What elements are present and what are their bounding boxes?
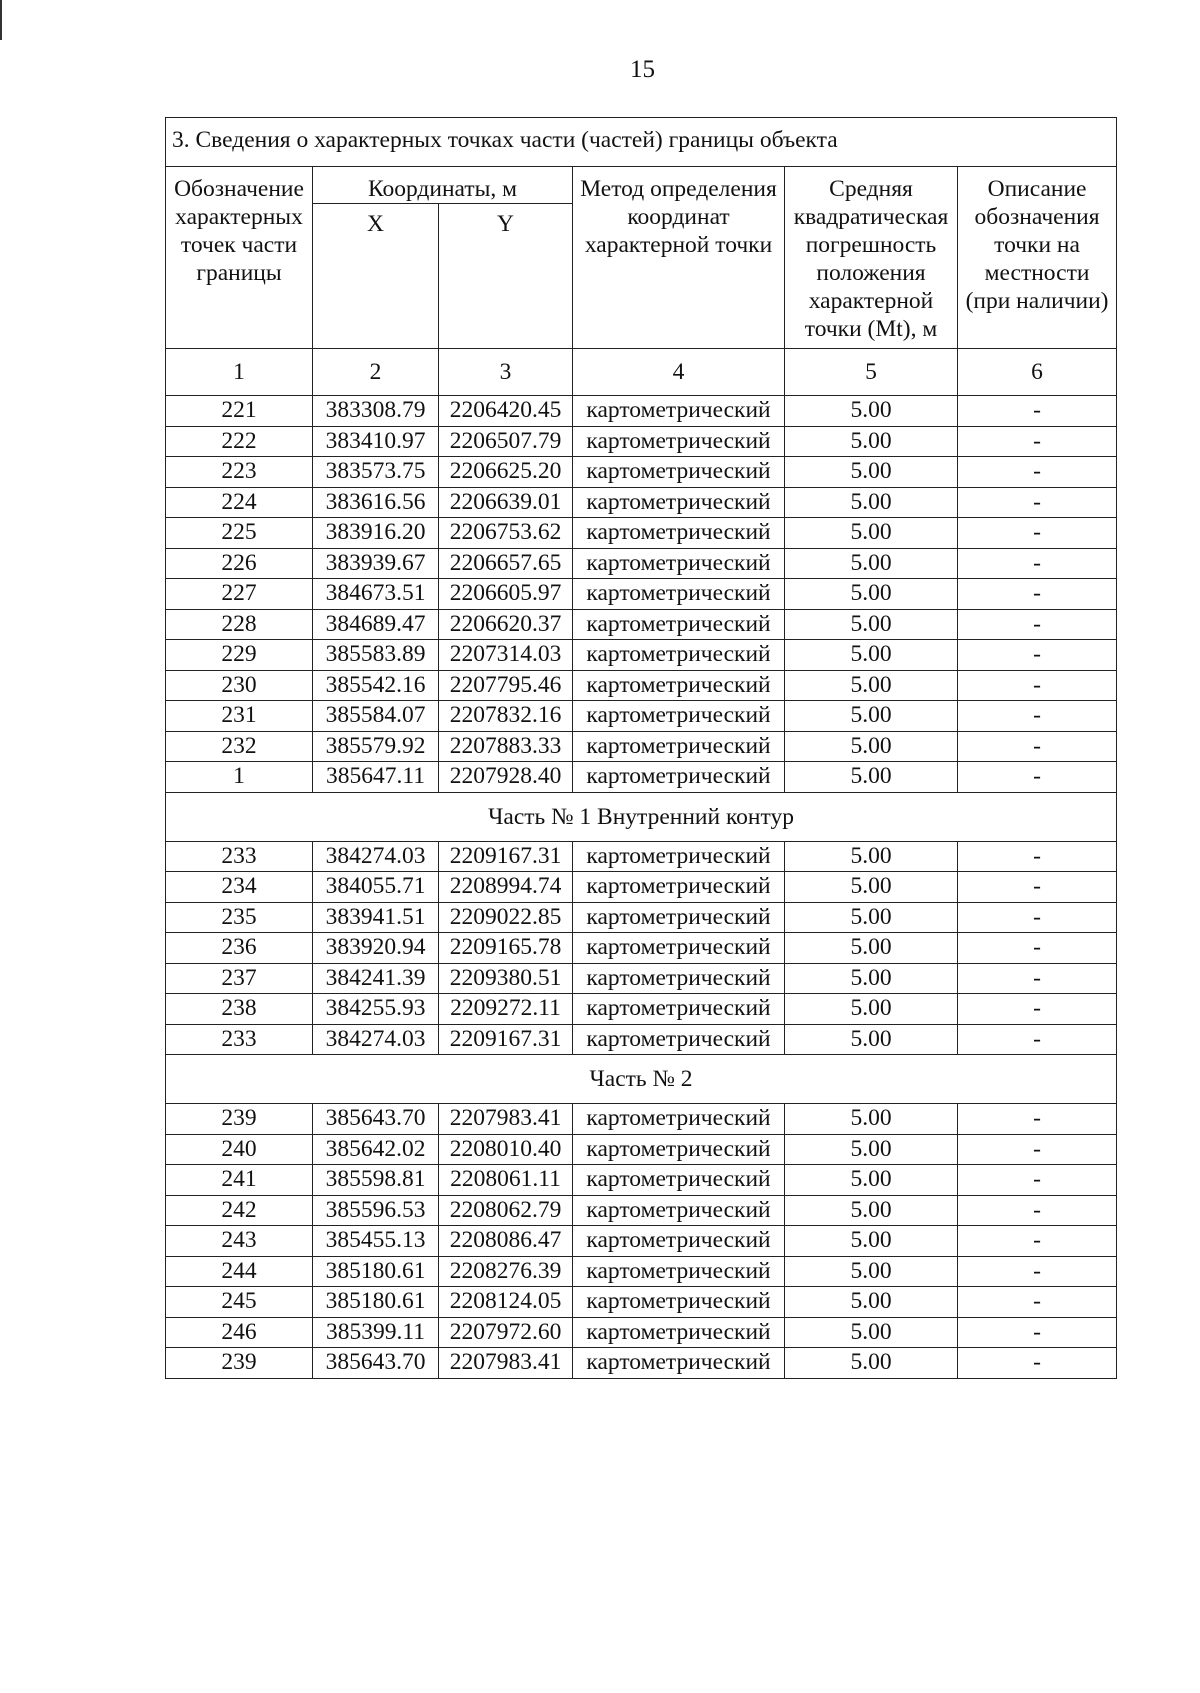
y-cell: 2208124.05: [439, 1287, 573, 1318]
x-cell: 383308.79: [313, 396, 439, 427]
method-cell: картометрический: [573, 487, 785, 518]
point-id-cell: 246: [166, 1317, 313, 1348]
x-cell: 385455.13: [313, 1226, 439, 1257]
table-row: [166, 933, 1117, 964]
table-row: [166, 426, 1117, 457]
x-cell: 385180.61: [313, 1256, 439, 1287]
table-row: [166, 1226, 1117, 1257]
description-cell: -: [958, 1165, 1117, 1196]
error-cell: 5.00: [785, 640, 958, 671]
column-number: 4: [573, 349, 785, 396]
table-title: 3. Сведения о характерных точках части (частей) границы объекта: [166, 118, 1117, 167]
x-cell: 383573.75: [313, 457, 439, 488]
table-row: [166, 1104, 1117, 1135]
column-number: 5: [785, 349, 958, 396]
table-row: [166, 1134, 1117, 1165]
point-id-cell: 227: [166, 579, 313, 610]
description-cell: -: [958, 426, 1117, 457]
section-title: Часть № 1 Внутренний контур: [166, 792, 1117, 841]
error-cell: 5.00: [785, 1024, 958, 1055]
error-cell: 5.00: [785, 1287, 958, 1318]
y-cell: 2206625.20: [439, 457, 573, 488]
point-id-cell: 230: [166, 670, 313, 701]
description-cell: -: [958, 1348, 1117, 1379]
error-cell: 5.00: [785, 579, 958, 610]
method-cell: картометрический: [573, 1024, 785, 1055]
description-cell: -: [958, 1287, 1117, 1318]
table-row: [166, 762, 1117, 793]
points-table-body: [166, 118, 1117, 1379]
y-cell: 2207928.40: [439, 762, 573, 793]
method-cell: картометрический: [573, 933, 785, 964]
point-id-cell: 226: [166, 548, 313, 579]
y-cell: 2206639.01: [439, 487, 573, 518]
y-cell: 2209380.51: [439, 963, 573, 994]
y-cell: 2207883.33: [439, 731, 573, 762]
header-x: X: [313, 204, 439, 349]
method-cell: картометрический: [573, 1195, 785, 1226]
method-cell: картометрический: [573, 1256, 785, 1287]
error-cell: 5.00: [785, 902, 958, 933]
description-cell: -: [958, 579, 1117, 610]
header-coords: Координаты, м: [313, 167, 573, 204]
table-row: [166, 1348, 1117, 1379]
column-number-row: [166, 349, 1117, 396]
table-row: [166, 1256, 1117, 1287]
description-cell: -: [958, 518, 1117, 549]
description-cell: -: [958, 933, 1117, 964]
error-cell: 5.00: [785, 487, 958, 518]
method-cell: картометрический: [573, 640, 785, 671]
method-cell: картометрический: [573, 1317, 785, 1348]
error-cell: 5.00: [785, 1348, 958, 1379]
y-cell: 2207832.16: [439, 701, 573, 732]
method-cell: картометрический: [573, 1134, 785, 1165]
section-row: [166, 792, 1117, 841]
description-cell: -: [958, 457, 1117, 488]
method-cell: картометрический: [573, 963, 785, 994]
point-id-cell: 241: [166, 1165, 313, 1196]
x-cell: 385642.02: [313, 1134, 439, 1165]
error-cell: 5.00: [785, 1317, 958, 1348]
point-id-cell: 239: [166, 1104, 313, 1135]
table-row: [166, 518, 1117, 549]
x-cell: 384274.03: [313, 841, 439, 872]
description-cell: -: [958, 1134, 1117, 1165]
y-cell: 2208062.79: [439, 1195, 573, 1226]
x-cell: 383941.51: [313, 902, 439, 933]
point-id-cell: 239: [166, 1348, 313, 1379]
table-row: [166, 548, 1117, 579]
y-cell: 2207795.46: [439, 670, 573, 701]
header-error: Средняя квадратическая погрешность положения характерной точки (Mt), м: [785, 167, 958, 349]
page-number: 15: [630, 56, 655, 83]
y-cell: 2206507.79: [439, 426, 573, 457]
column-number: 6: [958, 349, 1117, 396]
error-cell: 5.00: [785, 1195, 958, 1226]
error-cell: 5.00: [785, 1226, 958, 1257]
y-cell: 2207983.41: [439, 1104, 573, 1135]
table-row: [166, 902, 1117, 933]
x-cell: 385596.53: [313, 1195, 439, 1226]
y-cell: 2208994.74: [439, 872, 573, 903]
method-cell: картометрический: [573, 548, 785, 579]
method-cell: картометрический: [573, 731, 785, 762]
error-cell: 5.00: [785, 731, 958, 762]
error-cell: 5.00: [785, 933, 958, 964]
description-cell: -: [958, 963, 1117, 994]
table-row: [166, 579, 1117, 610]
description-cell: -: [958, 1024, 1117, 1055]
point-id-cell: 242: [166, 1195, 313, 1226]
description-cell: -: [958, 1195, 1117, 1226]
y-cell: 2206620.37: [439, 609, 573, 640]
y-cell: 2207983.41: [439, 1348, 573, 1379]
method-cell: картометрический: [573, 841, 785, 872]
point-id-cell: 238: [166, 994, 313, 1025]
point-id-cell: 233: [166, 841, 313, 872]
header-method: Метод определения координат характерной точки: [573, 167, 785, 349]
y-cell: 2209167.31: [439, 1024, 573, 1055]
method-cell: картометрический: [573, 670, 785, 701]
x-cell: 384274.03: [313, 1024, 439, 1055]
description-cell: -: [958, 1256, 1117, 1287]
x-cell: 383939.67: [313, 548, 439, 579]
point-id-cell: 221: [166, 396, 313, 427]
y-cell: 2208276.39: [439, 1256, 573, 1287]
point-id-cell: 231: [166, 701, 313, 732]
x-cell: 385647.11: [313, 762, 439, 793]
table-row: [166, 396, 1117, 427]
description-cell: -: [958, 994, 1117, 1025]
method-cell: картометрический: [573, 1165, 785, 1196]
y-cell: 2208086.47: [439, 1226, 573, 1257]
x-cell: 385643.70: [313, 1104, 439, 1135]
error-cell: 5.00: [785, 426, 958, 457]
description-cell: -: [958, 841, 1117, 872]
error-cell: 5.00: [785, 548, 958, 579]
x-cell: 384689.47: [313, 609, 439, 640]
point-id-cell: 245: [166, 1287, 313, 1318]
table-row: [166, 1024, 1117, 1055]
error-cell: 5.00: [785, 963, 958, 994]
method-cell: картометрический: [573, 426, 785, 457]
description-cell: -: [958, 1226, 1117, 1257]
y-cell: 2206753.62: [439, 518, 573, 549]
header-point: Обозначение характерных точек части границы: [166, 167, 313, 349]
y-cell: 2209165.78: [439, 933, 573, 964]
x-cell: 384241.39: [313, 963, 439, 994]
table-row: [166, 994, 1117, 1025]
error-cell: 5.00: [785, 609, 958, 640]
point-id-cell: 224: [166, 487, 313, 518]
column-number: 1: [166, 349, 313, 396]
table-row: [166, 670, 1117, 701]
description-cell: -: [958, 902, 1117, 933]
error-cell: 5.00: [785, 762, 958, 793]
y-cell: 2207314.03: [439, 640, 573, 671]
description-cell: -: [958, 872, 1117, 903]
y-cell: 2206605.97: [439, 579, 573, 610]
method-cell: картометрический: [573, 1287, 785, 1318]
header-y: Y: [439, 204, 573, 349]
method-cell: картометрический: [573, 762, 785, 793]
table-row: [166, 963, 1117, 994]
description-cell: -: [958, 1104, 1117, 1135]
point-id-cell: 244: [166, 1256, 313, 1287]
point-id-cell: 222: [166, 426, 313, 457]
error-cell: 5.00: [785, 1165, 958, 1196]
point-id-cell: 228: [166, 609, 313, 640]
point-id-cell: 223: [166, 457, 313, 488]
error-cell: 5.00: [785, 1134, 958, 1165]
table-row: [166, 1165, 1117, 1196]
description-cell: -: [958, 487, 1117, 518]
table-row: [166, 701, 1117, 732]
x-cell: 385598.81: [313, 1165, 439, 1196]
table-row: [166, 1195, 1117, 1226]
point-id-cell: 233: [166, 1024, 313, 1055]
error-cell: 5.00: [785, 872, 958, 903]
method-cell: картометрический: [573, 579, 785, 610]
error-cell: 5.00: [785, 994, 958, 1025]
table-row: [166, 841, 1117, 872]
x-cell: 383410.97: [313, 426, 439, 457]
method-cell: картометрический: [573, 994, 785, 1025]
x-cell: 384255.93: [313, 994, 439, 1025]
point-id-cell: 235: [166, 902, 313, 933]
scan-edge-mark: [0, 0, 2, 40]
description-cell: -: [958, 640, 1117, 671]
table-row: [166, 1287, 1117, 1318]
method-cell: картометрический: [573, 1104, 785, 1135]
method-cell: картометрический: [573, 609, 785, 640]
point-id-cell: 232: [166, 731, 313, 762]
point-id-cell: 237: [166, 963, 313, 994]
point-id-cell: 240: [166, 1134, 313, 1165]
x-cell: 385584.07: [313, 701, 439, 732]
table-row: [166, 609, 1117, 640]
point-id-cell: 1: [166, 762, 313, 793]
table-row: [166, 1317, 1117, 1348]
method-cell: картометрический: [573, 396, 785, 427]
error-cell: 5.00: [785, 670, 958, 701]
y-cell: 2209272.11: [439, 994, 573, 1025]
y-cell: 2209022.85: [439, 902, 573, 933]
method-cell: картометрический: [573, 1348, 785, 1379]
description-cell: -: [958, 548, 1117, 579]
description-cell: -: [958, 701, 1117, 732]
y-cell: 2208061.11: [439, 1165, 573, 1196]
header-description: Описание обозначения точки на местности (при наличии): [958, 167, 1117, 349]
description-cell: -: [958, 731, 1117, 762]
error-cell: 5.00: [785, 518, 958, 549]
x-cell: 383616.56: [313, 487, 439, 518]
x-cell: 385542.16: [313, 670, 439, 701]
description-cell: -: [958, 670, 1117, 701]
y-cell: 2209167.31: [439, 841, 573, 872]
point-id-cell: 229: [166, 640, 313, 671]
y-cell: 2207972.60: [439, 1317, 573, 1348]
description-cell: -: [958, 609, 1117, 640]
point-id-cell: 225: [166, 518, 313, 549]
points-table: [165, 117, 1117, 1379]
x-cell: 385643.70: [313, 1348, 439, 1379]
table-row: [166, 640, 1117, 671]
x-cell: 385583.89: [313, 640, 439, 671]
error-cell: 5.00: [785, 701, 958, 732]
y-cell: 2206420.45: [439, 396, 573, 427]
table-row: [166, 487, 1117, 518]
method-cell: картометрический: [573, 701, 785, 732]
error-cell: 5.00: [785, 841, 958, 872]
description-cell: -: [958, 396, 1117, 427]
x-cell: 385180.61: [313, 1287, 439, 1318]
x-cell: 383916.20: [313, 518, 439, 549]
description-cell: -: [958, 1317, 1117, 1348]
point-id-cell: 236: [166, 933, 313, 964]
point-id-cell: 243: [166, 1226, 313, 1257]
section-title: Часть № 2: [166, 1055, 1117, 1104]
error-cell: 5.00: [785, 457, 958, 488]
method-cell: картометрический: [573, 518, 785, 549]
error-cell: 5.00: [785, 1104, 958, 1135]
method-cell: картометрический: [573, 902, 785, 933]
point-id-cell: 234: [166, 872, 313, 903]
x-cell: 385399.11: [313, 1317, 439, 1348]
method-cell: картометрический: [573, 872, 785, 903]
x-cell: 385579.92: [313, 731, 439, 762]
description-cell: -: [958, 762, 1117, 793]
section-row: [166, 1055, 1117, 1104]
error-cell: 5.00: [785, 396, 958, 427]
method-cell: картометрический: [573, 1226, 785, 1257]
error-cell: 5.00: [785, 1256, 958, 1287]
column-number: 2: [313, 349, 439, 396]
table-row: [166, 731, 1117, 762]
table-row: [166, 872, 1117, 903]
method-cell: картометрический: [573, 457, 785, 488]
y-cell: 2206657.65: [439, 548, 573, 579]
x-cell: 384055.71: [313, 872, 439, 903]
table-row: [166, 457, 1117, 488]
column-number: 3: [439, 349, 573, 396]
x-cell: 383920.94: [313, 933, 439, 964]
y-cell: 2208010.40: [439, 1134, 573, 1165]
x-cell: 384673.51: [313, 579, 439, 610]
